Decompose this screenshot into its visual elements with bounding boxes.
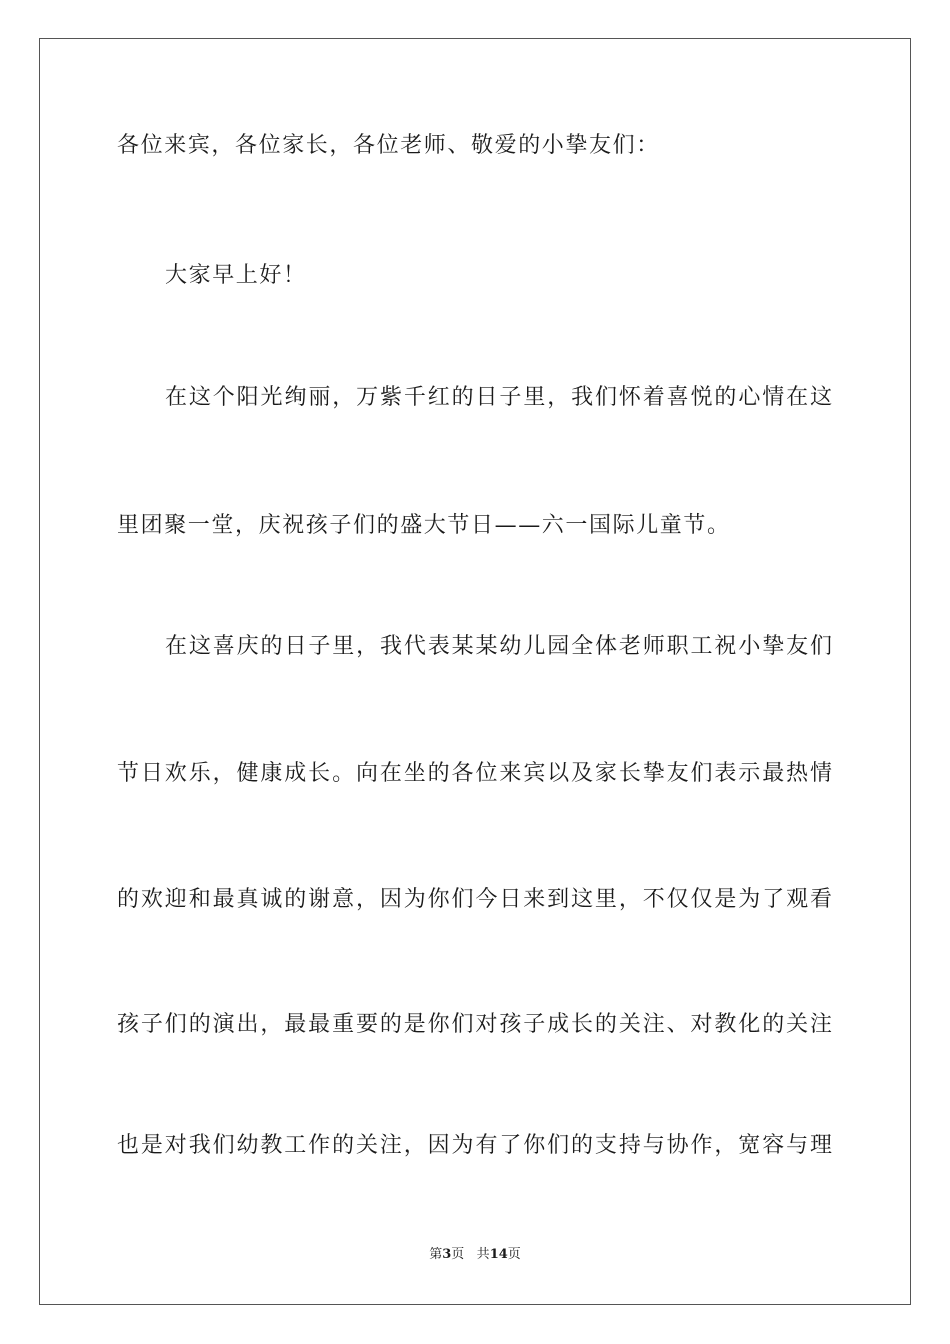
current-page-number: 3 xyxy=(442,1247,452,1262)
total-prefix: 共 xyxy=(476,1247,490,1262)
page-prefix: 第 xyxy=(429,1247,443,1262)
page-footer xyxy=(0,1246,950,1264)
greeting-line: 大家早上好！ xyxy=(165,263,307,288)
paragraph-1-line-1: 在这个阳光绚丽，万紫千红的日子里，我们怀着喜悦的心情在这 xyxy=(165,385,832,410)
paragraph-2-line-2: 节日欢乐，健康成长。向在坐的各位来宾以及家长挚友们表示最热情 xyxy=(117,761,832,786)
page-suffix: 页 xyxy=(451,1247,465,1262)
paragraph-2-line-5: 也是对我们幼教工作的关注，因为有了你们的支持与协作，宽容与理 xyxy=(117,1133,832,1158)
total-pages-number: 14 xyxy=(489,1247,508,1262)
salutation-line: 各位来宾，各位家长，各位老师、敬爱的小挚友们： xyxy=(117,133,660,158)
paragraph-2-line-4: 孩子们的演出，最最重要的是你们对孩子成长的关注、对教化的关注 xyxy=(117,1012,832,1037)
paragraph-1-line-2: 里团聚一堂，庆祝孩子们的盛大节日——六一国际儿童节。 xyxy=(117,513,731,538)
page-border xyxy=(39,38,911,1305)
total-suffix: 页 xyxy=(507,1247,521,1262)
paragraph-2-line-1: 在这喜庆的日子里，我代表某某幼儿园全体老师职工祝小挚友们 xyxy=(165,634,832,659)
paragraph-2-line-3: 的欢迎和最真诚的谢意，因为你们今日来到这里，不仅仅是为了观看 xyxy=(117,887,832,912)
